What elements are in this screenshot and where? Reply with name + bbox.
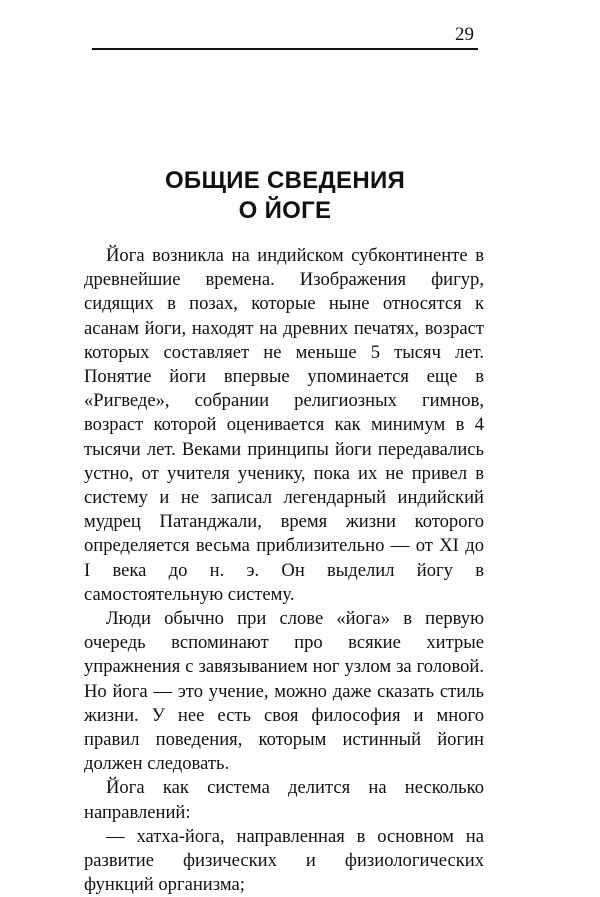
page-number: 29 — [455, 24, 474, 45]
page-header — [92, 22, 478, 50]
paragraph-perception: Люди обычно при слове «йога» в первую очередь вспоминают про всякие хитрые упражнения с завязыванием ног узлом за головой. Но йога — это учение, можно даже сказать стиль жизни. У нее есть своя философия и много правил поведения, которым истинный йогин должен следовать. — [84, 608, 484, 775]
chapter-title-line-2: О ЙОГЕ — [238, 197, 332, 224]
chapter-title — [92, 166, 478, 226]
body-text — [84, 244, 484, 897]
paragraph-history: Йога возникла на индийском субконтиненте в древнейшие времена. Изображения фигур, сидящих в позах, которые ныне относятся к асанам йоги, находят на древних печатях, возраст которых составляет не меньше 5 тысяч лет. Понятие йоги впервые упоминается еще в «Ригведе», собрании религиозных гимнов, возраст которой оценивается как минимум в 4 тысячи лет. Веками принципы йоги передавались устно, от учителя ученику, пока их не привел в систему и не записал легендарный индийский мудрец Патанджали, время жизни которого определяется весьма приблизительно — от XI до I века до н. э. Он выделил йогу в самостоятельную систему. — [84, 245, 484, 605]
paragraph-directions-intro: Йога как система делится на несколько направлений: — [84, 777, 484, 823]
chapter-title-line-1: ОБЩИЕ СВЕДЕНИЯ — [164, 167, 406, 194]
list-item-hatha-yoga: — хатха-йога, направленная в основном на развитие физических и физиологических функций организма; — [84, 825, 484, 896]
